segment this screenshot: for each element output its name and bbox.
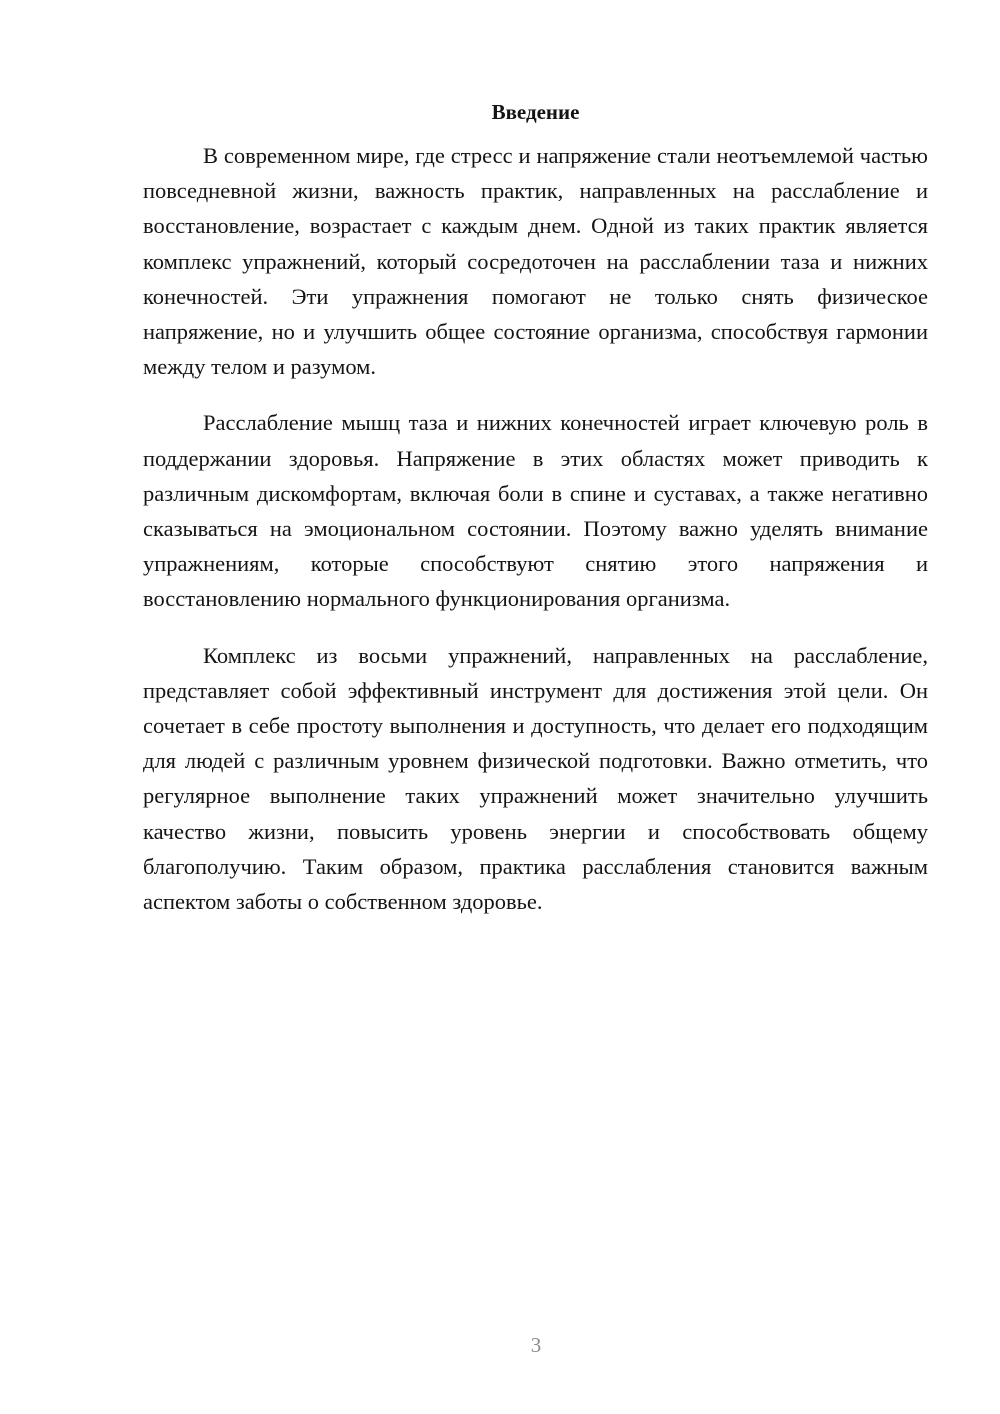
- section-title: Введение: [491, 100, 580, 124]
- paragraph-1: В современном мире, где стресс и напряжение стали неотъемлемой частью повседневной жизни, важность практик, направленных на расслабление и восстановление, возрастает с каждым днем. Одной из таких практик является комплекс упражнений, который сосредоточен на расслаблении таза и нижних конечностей. Эти упражнения помогают не только снять физическое напряжение, но и улучшить общее состояние организма, способствуя гармонии между телом и разумом.: [143, 143, 928, 380]
- paragraph-3: Комплекс из восьми упражнений, направленных на расслабление, представляет собой эффективный инструмент для достижения этой цели. Он сочетает в себе простоту выполнения и доступность, что делает его подходящим для людей с различным уровнем физической подготовки. Важно отметить, что регулярное выполнение таких упражнений может значительно улучшить качество жизни, повысить уровень энергии и способствовать общему благополучию. Таким образом, практика расслабления становится важным аспектом заботы о собственном здоровье.: [143, 642, 928, 915]
- page-content: [143, 96, 928, 940]
- paragraph-2: Расслабление мышц таза и нижних конечностей играет ключевую роль в поддержании здоровья. Напряжение в этих областях может приводить к различным дискомфортам, включая боли в спине и суставах, а также негативно сказываться на эмоциональном состоянии. Поэтому важно уделять внимание упражнениям, которые способствуют снятию этого напряжения и восстановлению нормального функционирования организма.: [143, 410, 928, 612]
- page-number: 3: [530, 1333, 542, 1357]
